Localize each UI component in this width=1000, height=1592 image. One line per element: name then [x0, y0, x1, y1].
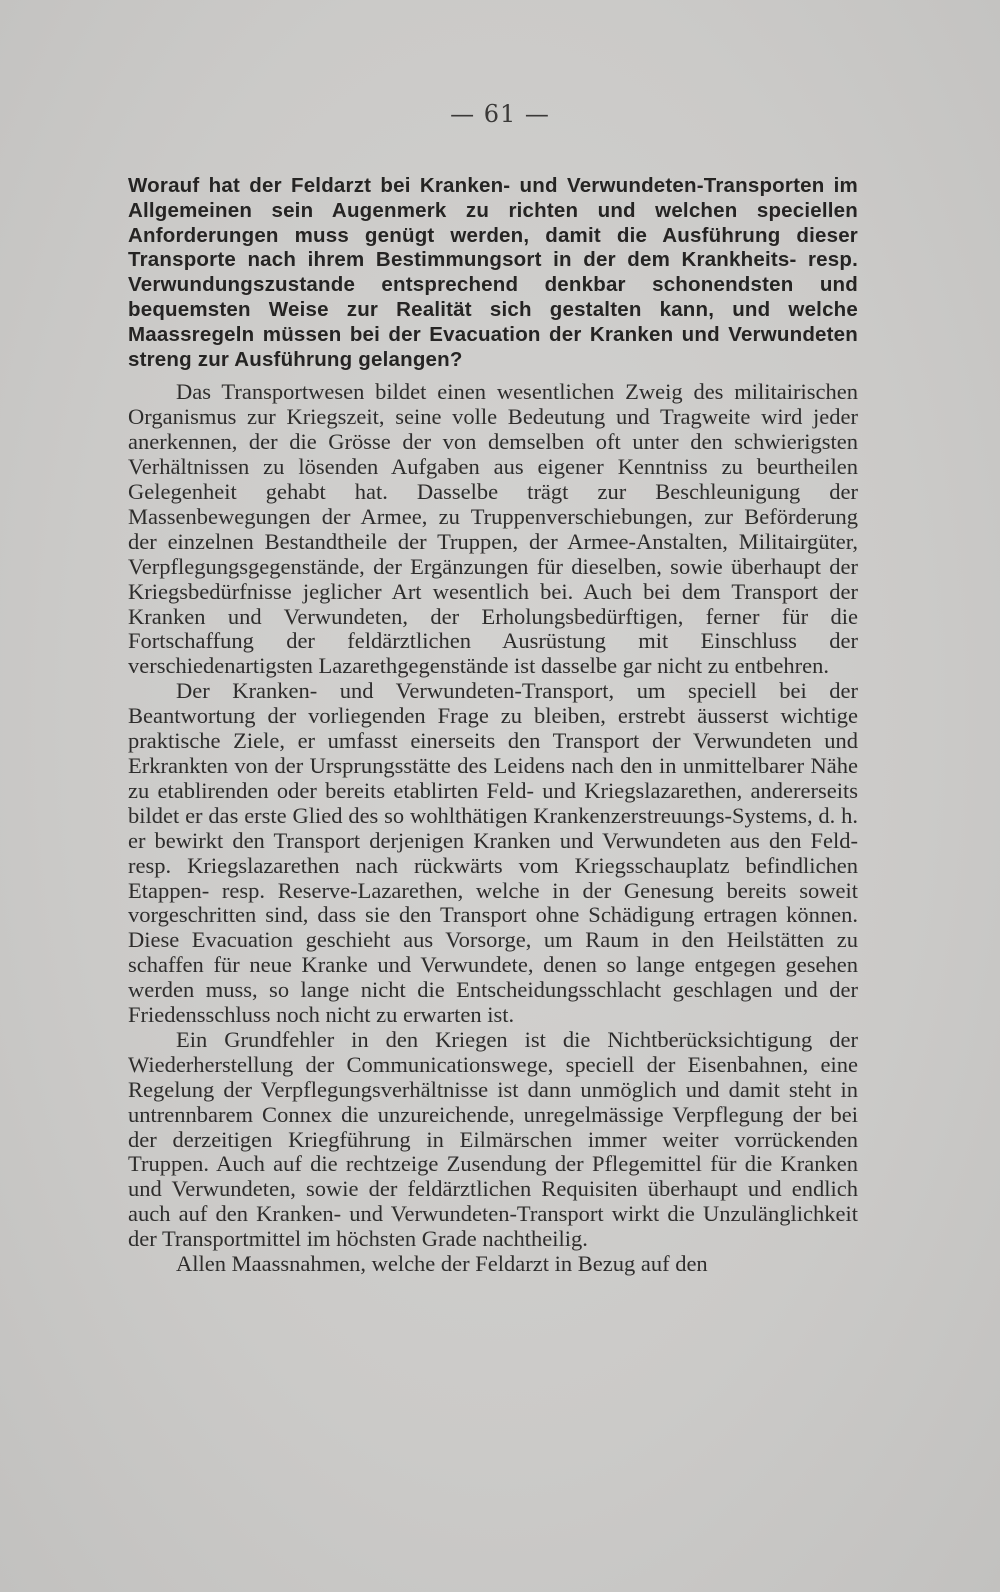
page-number: — 61 —: [450, 100, 550, 128]
paragraph-maassnahmen: Allen Maassnahmen, welche der Feldarzt in Bezug auf den: [176, 1251, 708, 1277]
paragraph-grundfehler: Ein Grundfehler in den Kriegen ist die Nichtberücksichtigung der Wiederherstellung der Communicationswege, speciell der Eisenbahnen, eine Regelung der Verpflegungsverhältnisse ist dann unmöglich und damit steht in untrennbarem Connex die unzureichende, unregelmässige Verpflegung der bei der derzeitigen Kriegführung in Eilmärschen immer weiter vorrückenden Truppen. Auch auf die rechtzeige Zusendung der Pflegemittel für die Kranken und Verwundeten, sowie der feldärztlichen Requisiten überhaupt und endlich auch auf den Kranken- und Verwundeten-Transport wirkt die Unzulänglichkeit der Transportmittel im höchsten Grade nachtheilig.: [128, 1026, 858, 1252]
page-content: [128, 174, 858, 1277]
question-heading: Worauf hat der Feldarzt bei Kranken- und Verwundeten-Transporten im Allgemeinen sein Augenmerk zu richten und welchen speciellen Anforderungen muss genügt werden, damit die Ausführung dieser Transporte nach ihrem Bestimmungsort in der dem Krankheits- resp. Verwundungszustande entsprechend denkbar schonendsten und bequemsten Weise zur Realität sich gestalten kann, und welche Maassregeln müssen bei der Evacuation der Kranken und Verwundeten streng zur Ausführung gelangen?: [128, 174, 858, 371]
paragraph-transportwesen: Das Transportwesen bildet einen wesentlichen Zweig des militairischen Organismus zur Kriegszeit, seine volle Bedeutung und Tragweite wird jeder anerkennen, der die Grösse der von demselben oft unter den schwierigsten Verhältnissen zu lösenden Aufgaben aus eigener Kenntniss zu beurtheilen Gelegenheit gehabt hat. Dasselbe trägt zur Beschleunigung der Massenbewegungen der Armee, zu Truppenverschiebungen, zur Beförderung der einzelnen Bestandtheile der Truppen, der Armee-Anstalten, Militairgüter, Verpflegungsgegenstände, der Ergänzungen für dieselben, sowie überhaupt der Kriegsbedürfnisse jeglicher Art wesentlich bei. Auch bei dem Transport der Kranken und Verwundeten, der Erholungsbedürftigen, ferner für die Fortschaffung der feldärztlichen Ausrüstung mit Einschluss der verschiedenartigsten Lazarethgegenstände ist dasselbe gar nicht zu entbehren.: [128, 379, 858, 679]
paragraph-verwundeten-transport: Der Kranken- und Verwundeten-Transport, um speciell bei der Beantwortung der vorliegenden Frage zu bleiben, erstrebt äusserst wichtige praktische Ziele, er umfasst einerseits den Transport der Verwundeten und Erkrankten von der Ursprungsstätte des Leidens nach den in unmittelbarer Nähe zu etablirenden oder bereits etablirten Feld- und Kriegslazarethen, andererseits bildet er das erste Glied des so wohlthätigen Krankenzerstreuungs-Systems, d. h. er bewirkt den Transport derjenigen Kranken und Verwundeten aus den Feld- resp. Kriegslazarethen nach rückwärts vom Kriegsschauplatz befindlichen Etappen- resp. Reserve-Lazarethen, welche in der Genesung bereits soweit vorgeschritten sind, dass sie den Transport ohne Schädigung ertragen können. Diese Evacuation geschieht aus Vorsorge, um Raum in den Heilstätten zu schaffen für neue Kranke und Verwundete, denen so lange entgegen gesehen werden muss, so lange nicht die Entscheidungsschlacht geschlagen und der Friedensschluss noch nicht zu erwarten ist.: [128, 678, 858, 1028]
